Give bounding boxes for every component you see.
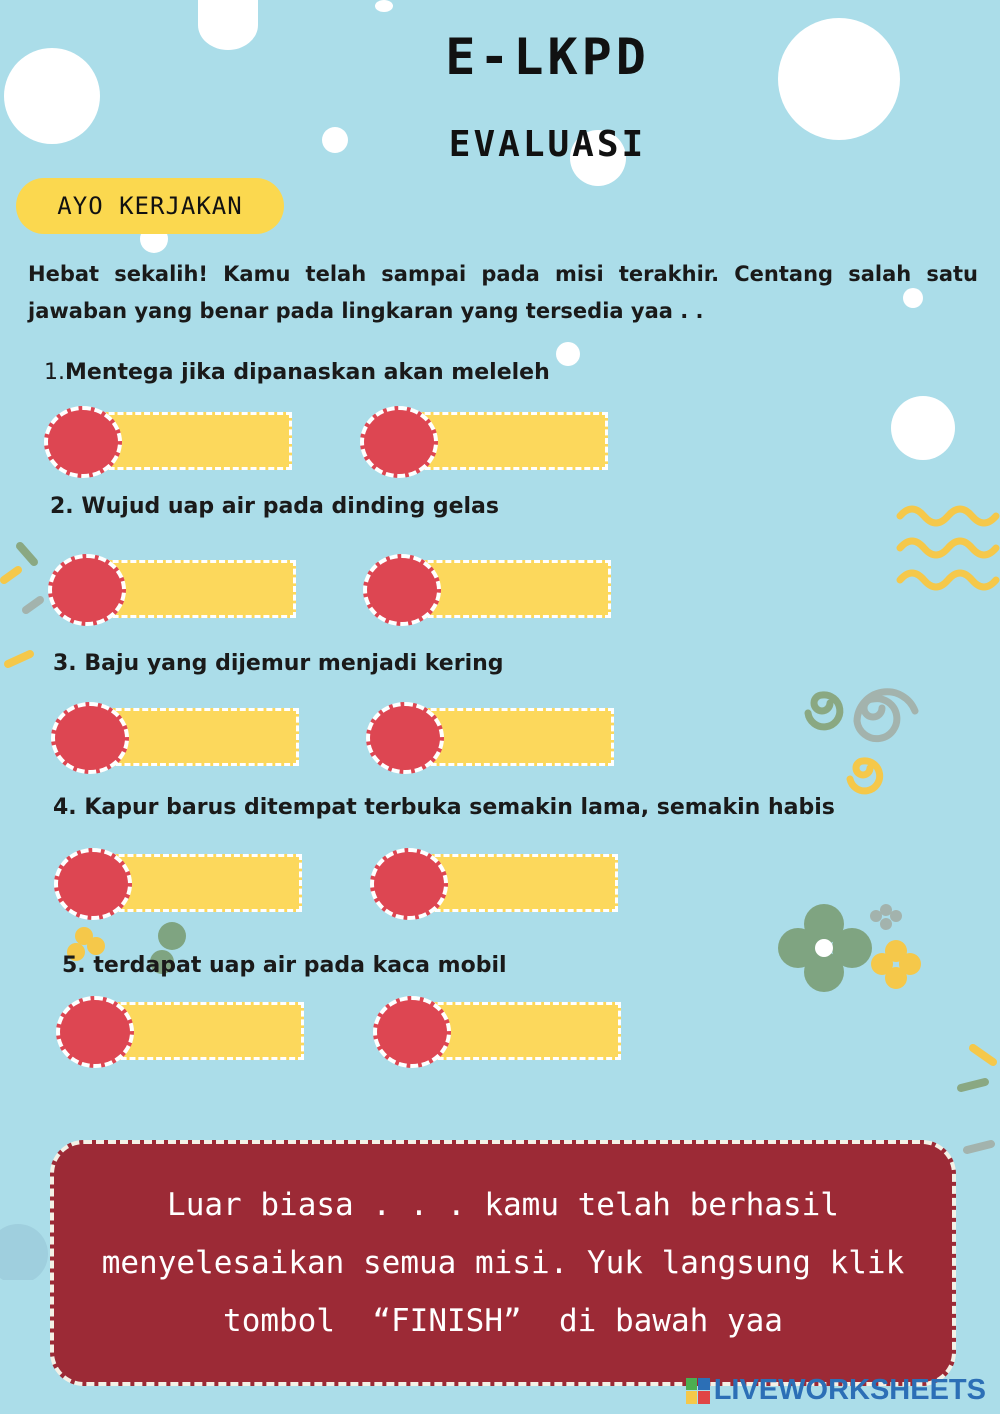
q4-option-b[interactable] [370, 848, 620, 920]
question-text: terdapat uap air pada kaca mobil [93, 953, 507, 978]
answer-circle[interactable] [370, 848, 448, 920]
answer-circle[interactable] [363, 554, 441, 626]
answer-circle[interactable] [44, 406, 122, 478]
question-number: 2. [50, 494, 74, 519]
watermark-text: LIVEWORKSHEETS [713, 1374, 986, 1406]
answer-circle[interactable] [360, 406, 438, 478]
q2-option-b[interactable] [363, 554, 613, 626]
answer-circle[interactable] [48, 554, 126, 626]
q5-option-b[interactable] [373, 996, 623, 1068]
question-number: 3. [53, 651, 77, 676]
answer-circle[interactable] [54, 848, 132, 920]
message-line: tombol “FINISH” di bawah yaa [223, 1303, 783, 1339]
answer-circle[interactable] [51, 702, 129, 774]
message-line: menyelesaikan semua misi. Yuk langsung klik [101, 1245, 905, 1281]
liveworksheets-watermark [686, 1374, 986, 1407]
question-number: 1. [44, 360, 65, 385]
answer-circle[interactable] [373, 996, 451, 1068]
answer-circle[interactable] [366, 702, 444, 774]
question-5 [62, 953, 507, 978]
page-title: E-LKPD [445, 28, 650, 86]
q3-option-b[interactable] [366, 702, 616, 774]
q2-option-a[interactable] [48, 554, 298, 626]
question-4 [53, 795, 835, 820]
q3-option-a[interactable] [51, 702, 301, 774]
spiral-decoration [800, 668, 920, 798]
bubble-decoration [375, 0, 393, 12]
bubble-decoration [891, 396, 955, 460]
answer-circle[interactable] [56, 996, 134, 1068]
confetti-decoration [955, 1040, 1000, 1170]
q1-option-a[interactable] [44, 406, 294, 478]
q4-option-a[interactable] [54, 848, 304, 920]
ayo-kerjakan-badge: AYO KERJAKAN [16, 178, 284, 234]
question-number: 5. [62, 953, 86, 978]
instruction-text: Hebat sekalih! Kamu telah sampai pada misi terakhir. Centang salah satu jawaban yang benar pada lingkaran yang tersedia yaa . . [28, 262, 978, 323]
question-1 [44, 360, 550, 385]
question-3 [53, 651, 504, 676]
message-line: Luar biasa . . . kamu telah berhasil [167, 1187, 839, 1223]
flower-decoration [776, 896, 926, 1006]
question-2 [50, 494, 499, 519]
question-text: Baju yang dijemur menjadi kering [84, 651, 504, 676]
q5-option-a[interactable] [56, 996, 306, 1068]
question-text: Kapur barus ditempat terbuka semakin lama, semakin habis [84, 795, 835, 820]
completion-message-box [50, 1140, 956, 1386]
question-text: Wujud uap air pada dinding gelas [81, 494, 499, 519]
question-text: Mentega jika dipanaskan akan meleleh [65, 360, 550, 385]
bubble-decoration [556, 342, 580, 366]
confetti-decoration [0, 540, 50, 680]
q1-option-b[interactable] [360, 406, 610, 478]
page-subtitle: EVALUASI [448, 124, 647, 165]
wave-decoration [896, 500, 1000, 596]
liveworksheets-logo-icon [686, 1378, 710, 1404]
question-number: 4. [53, 795, 77, 820]
